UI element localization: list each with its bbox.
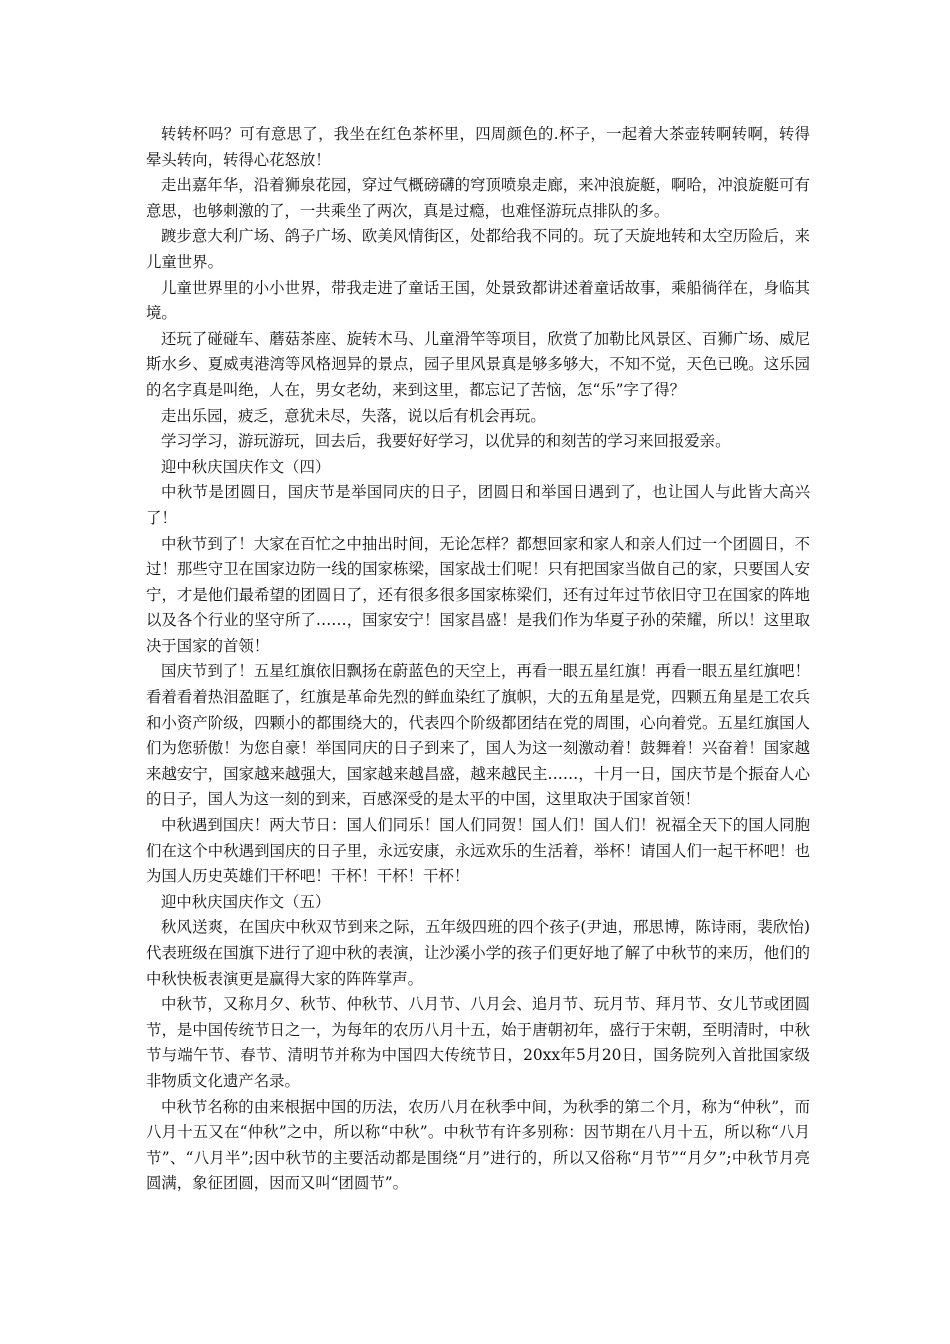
document-body (146, 122, 810, 1197)
paragraph: 秋风送爽，在国庆中秋双节到来之际，五年级四班的四个孩子(尹迪，邢思博，陈诗雨，裴欣怡)代表班级在国旗下进行了迎中秋的表演，让沙溪小学的孩子们更好地了解了中秋节的来历，他们的中秋快板表演更是赢得大家的阵阵掌声。 (146, 918, 810, 988)
paragraph: 儿童世界里的小小世界，带我走进了童话王国，处景致都讲述着童话故事，乘船徜徉在，身临其境。 (146, 278, 810, 323)
paragraph: 中秋遇到国庆！两大节日：国人们同乐！国人们同贺！国人们！国人们！祝福全天下的国人同胞们在这个中秋遇到国庆的日子里，永远安康，永远欢乐的生活着，举杯！请国人们一起干杯吧！也为国人历史英雄们干杯吧！干杯！干杯！干杯！ (146, 816, 810, 886)
paragraph: 走出乐园，疲乏，意犹未尽，失落，说以后有机会再玩。 (161, 406, 546, 425)
paragraph: 中秋节，又称月夕、秋节、仲秋节、八月节、八月会、追月节、玩月节、拜月节、女儿节或团圆节，是中国传统节日之一，为每年的农历八月十五，始于唐朝初年，盛行于宋朝，至明清时，中秋节与端午节、春节、清明节并称为中国四大传统节日，20xx年5月20日，国务院列入首批国家级非物质文化遗产名录。 (146, 995, 810, 1090)
paragraph: 还玩了碰碰车、蘑菇茶座、旋转木马、儿童滑竿等项目，欣赏了加勒比风景区、百狮广场、威尼斯水乡、夏威夷港湾等风格迥异的景点，园子里风景真是够多够大，不知不觉，天色已晚。这乐园的名字真是叫绝，人在，男女老幼，来到这里，都忘记了苦恼，怎“乐”字了得？ (146, 329, 810, 399)
paragraph: 走出嘉年华，沿着狮泉花园，穿过气概磅礴的穹顶喷泉走廊，来冲浪旋艇，啊哈，冲浪旋艇可有意思，也够刺激的了，一共乘坐了两次，真是过瘾，也难怪游玩点排队的多。 (146, 176, 810, 220)
paragraph: 中秋节是团圆日，国庆节是举国同庆的日子，团圆日和举国日遇到了，也让国人与此皆大高兴了！ (146, 483, 810, 527)
section-heading-4: 迎中秋庆国庆作文（四） (161, 457, 331, 476)
paragraph: 中秋节名称的由来根据中国的历法，农历八月在秋季中间，为秋季的第二个月，称为“仲秋”，而八月十五又在“仲秋”之中，所以称“中秋”。中秋节有许多别称：因节期在八月十五，所以称“八月节”、“八月半”;因中秋节的主要活动都是围绕“月”进行的，所以又俗称“月节”“月夕”;中秋节月亮圆满，象征团圆，因而又叫“团圆节”。 (146, 1097, 810, 1193)
paragraph: 转转杯吗？可有意思了，我坐在红色茶杯里，四周颜色的.杯子，一起着大茶壶转啊转啊，转得晕头转向，转得心花怒放！ (146, 125, 810, 169)
section-heading-5: 迎中秋庆国庆作文（五） (161, 892, 331, 911)
paragraph: 踱步意大利广场、鸽子广场、欧美风情街区，处都给我不同的。玩了天旋地转和太空历险后，来儿童世界。 (146, 227, 810, 271)
paragraph: 国庆节到了！五星红旗依旧飘扬在蔚蓝色的天空上，再看一眼五星红旗！再看一眼五星红旗吧！看着看着热泪盈眶了，红旗是革命先烈的鲜血染红了旗帜，大的五角星是党，四颗五角星是工农兵和小资产阶级，四颗小的都围绕大的，代表四个阶级都团结在党的周围，心向着党。五星红旗国人们为您骄傲！为您自豪！举国同庆的日子到来了，国人为这一刻激动着！鼓舞着！兴奋着！国家越来越安宁，国家越来越强大，国家越来越昌盛，越来越民主……，十月一日，国庆节是个振奋人心的日子，国人为这一刻的到来，百感深受的是太平的中国，这里取决于国家首领！ (146, 662, 810, 809)
paragraph: 中秋节到了！大家在百忙之中抽出时间，无论怎样？都想回家和家人和亲人们过一个团圆日，不过！那些守卫在国家边防一线的国家栋梁，国家战士们呢！只有把国家当做自己的家，只要国人安宁，才是他们最希望的团圆日了，还有很多很多国家栋梁们，还有过年过节依旧守卫在国家的阵地以及各个行业的坚守所了……，国家安宁！国家昌盛！是我们作为华夏子孙的荣耀，所以！这里取决于国家的首领！ (146, 534, 810, 655)
paragraph: 学习学习，游玩游玩，回去后，我要好好学习，以优异的和刻苦的学习来回报爱亲。 (161, 432, 731, 451)
